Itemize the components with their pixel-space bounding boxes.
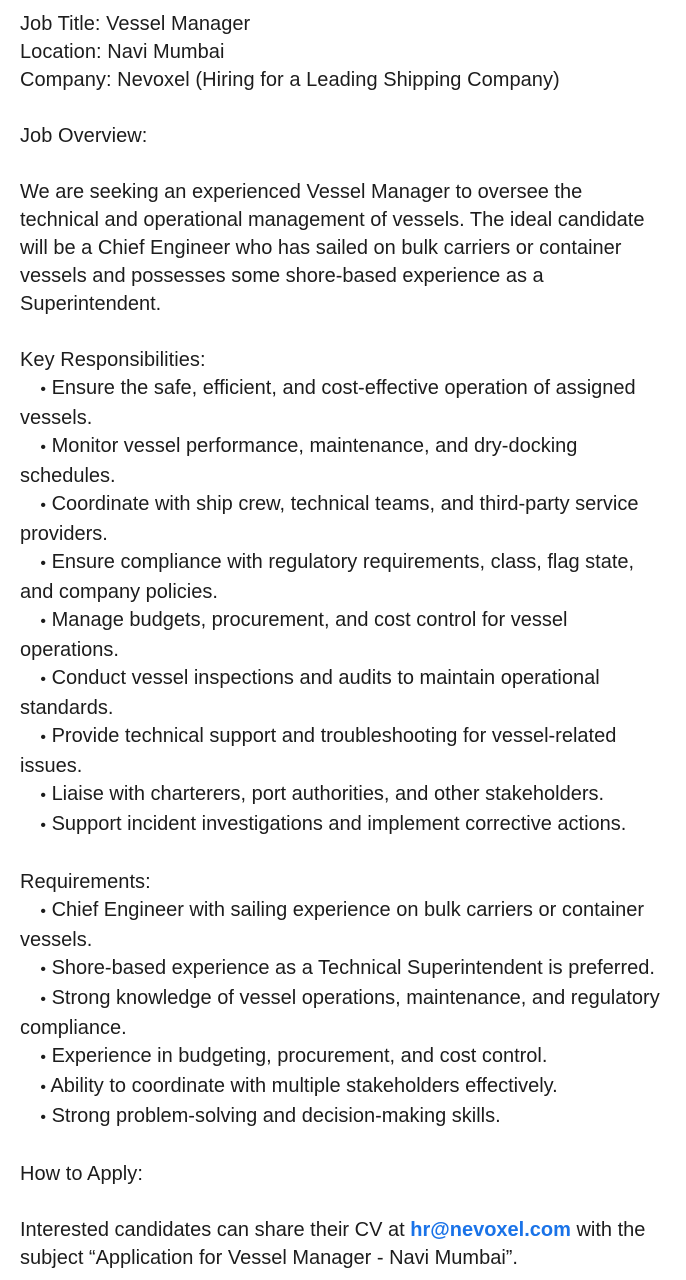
overview-text: We are seeking an experienced Vessel Manager to oversee the technical and operational management of vessels. The ideal candidate will be a Chief Engineer who has sailed on bulk carriers or container vessels and possesses some shore-based experience as a Superintendent. [20, 181, 645, 315]
list-item [20, 984, 670, 1042]
list-item [20, 896, 670, 954]
list-item-text: Ability to coordinate with multiple stakeholders effectively. [50, 1075, 558, 1097]
list-item [20, 664, 670, 722]
list-item-text: Strong problem-solving and decision-making skills. [51, 1105, 501, 1127]
list-item [20, 1072, 670, 1102]
bullet-icon: • [40, 613, 46, 630]
bullet-icon: • [40, 1079, 46, 1096]
apply-heading: How to Apply: [20, 1163, 143, 1185]
list-item-text: Provide technical support and troubleshooting for vessel-related issues. [20, 725, 617, 777]
list-item [20, 432, 670, 490]
list-item-text: Liaise with charterers, port authorities, and other stakeholders. [51, 783, 605, 805]
list-item [20, 780, 670, 810]
bullet-icon: • [40, 671, 46, 688]
apply-text-before: Interested candidates can share their CV at [20, 1219, 411, 1241]
list-item [20, 606, 670, 664]
bullet-icon: • [40, 903, 46, 920]
list-item-text: Strong knowledge of vessel operations, maintenance, and regulatory compliance. [20, 987, 660, 1039]
responsibilities-heading: Key Responsibilities: [20, 349, 206, 371]
email-link[interactable]: hr@nevoxel.com [410, 1219, 571, 1241]
responsibilities-list [20, 374, 666, 840]
bullet-icon: • [40, 439, 46, 456]
apply-text [20, 1216, 665, 1272]
list-item-text: Monitor vessel performance, maintenance, and dry-docking schedules. [20, 435, 578, 487]
list-item [20, 490, 670, 548]
list-item [20, 1042, 670, 1072]
bullet-icon: • [40, 1049, 46, 1066]
bullet-icon: • [40, 729, 46, 746]
job-title: Job Title: Vessel Manager [20, 13, 251, 35]
spacer [20, 840, 666, 868]
bullet-icon: • [40, 787, 46, 804]
overview-heading: Job Overview: [20, 125, 148, 147]
list-item-text: Ensure the safe, efficient, and cost-effective operation of assigned vessels. [20, 377, 636, 429]
requirements-list [20, 896, 666, 1132]
list-item [20, 1102, 670, 1132]
job-location: Location: Navi Mumbai [20, 41, 225, 63]
list-item [20, 548, 670, 606]
spacer [20, 1132, 666, 1160]
list-item [20, 810, 670, 840]
list-item [20, 954, 670, 984]
list-item [20, 374, 670, 432]
bullet-icon: • [40, 555, 46, 572]
list-item-text: Ensure compliance with regulatory requirements, class, flag state, and company policies. [20, 551, 635, 603]
list-item-text: Support incident investigations and implement corrective actions. [51, 813, 627, 835]
list-item-text: Experience in budgeting, procurement, and cost control. [51, 1045, 548, 1067]
spacer [20, 150, 666, 178]
job-company: Company: Nevoxel (Hiring for a Leading Shipping Company) [20, 69, 560, 91]
bullet-icon: • [40, 961, 46, 978]
spacer [20, 318, 666, 346]
bullet-icon: • [40, 381, 46, 398]
list-item [20, 722, 670, 780]
bullet-icon: • [40, 497, 46, 514]
list-item-text: Conduct vessel inspections and audits to maintain operational standards. [20, 667, 600, 719]
list-item-text: Shore-based experience as a Technical Superintendent is preferred. [51, 957, 655, 979]
apply-text-after: with the subject “Application for Vessel Manager - Navi Mumbai”. [20, 1219, 646, 1269]
spacer [20, 1188, 666, 1216]
spacer [20, 94, 666, 122]
list-item-text: Manage budgets, procurement, and cost control for vessel operations. [20, 609, 568, 661]
list-item-text: Chief Engineer with sailing experience on bulk carriers or container vessels. [20, 899, 645, 951]
list-item-text: Coordinate with ship crew, technical teams, and third-party service providers. [20, 493, 639, 545]
requirements-heading: Requirements: [20, 871, 151, 893]
bullet-icon: • [40, 991, 46, 1008]
bullet-icon: • [40, 817, 46, 834]
bullet-icon: • [40, 1109, 46, 1126]
